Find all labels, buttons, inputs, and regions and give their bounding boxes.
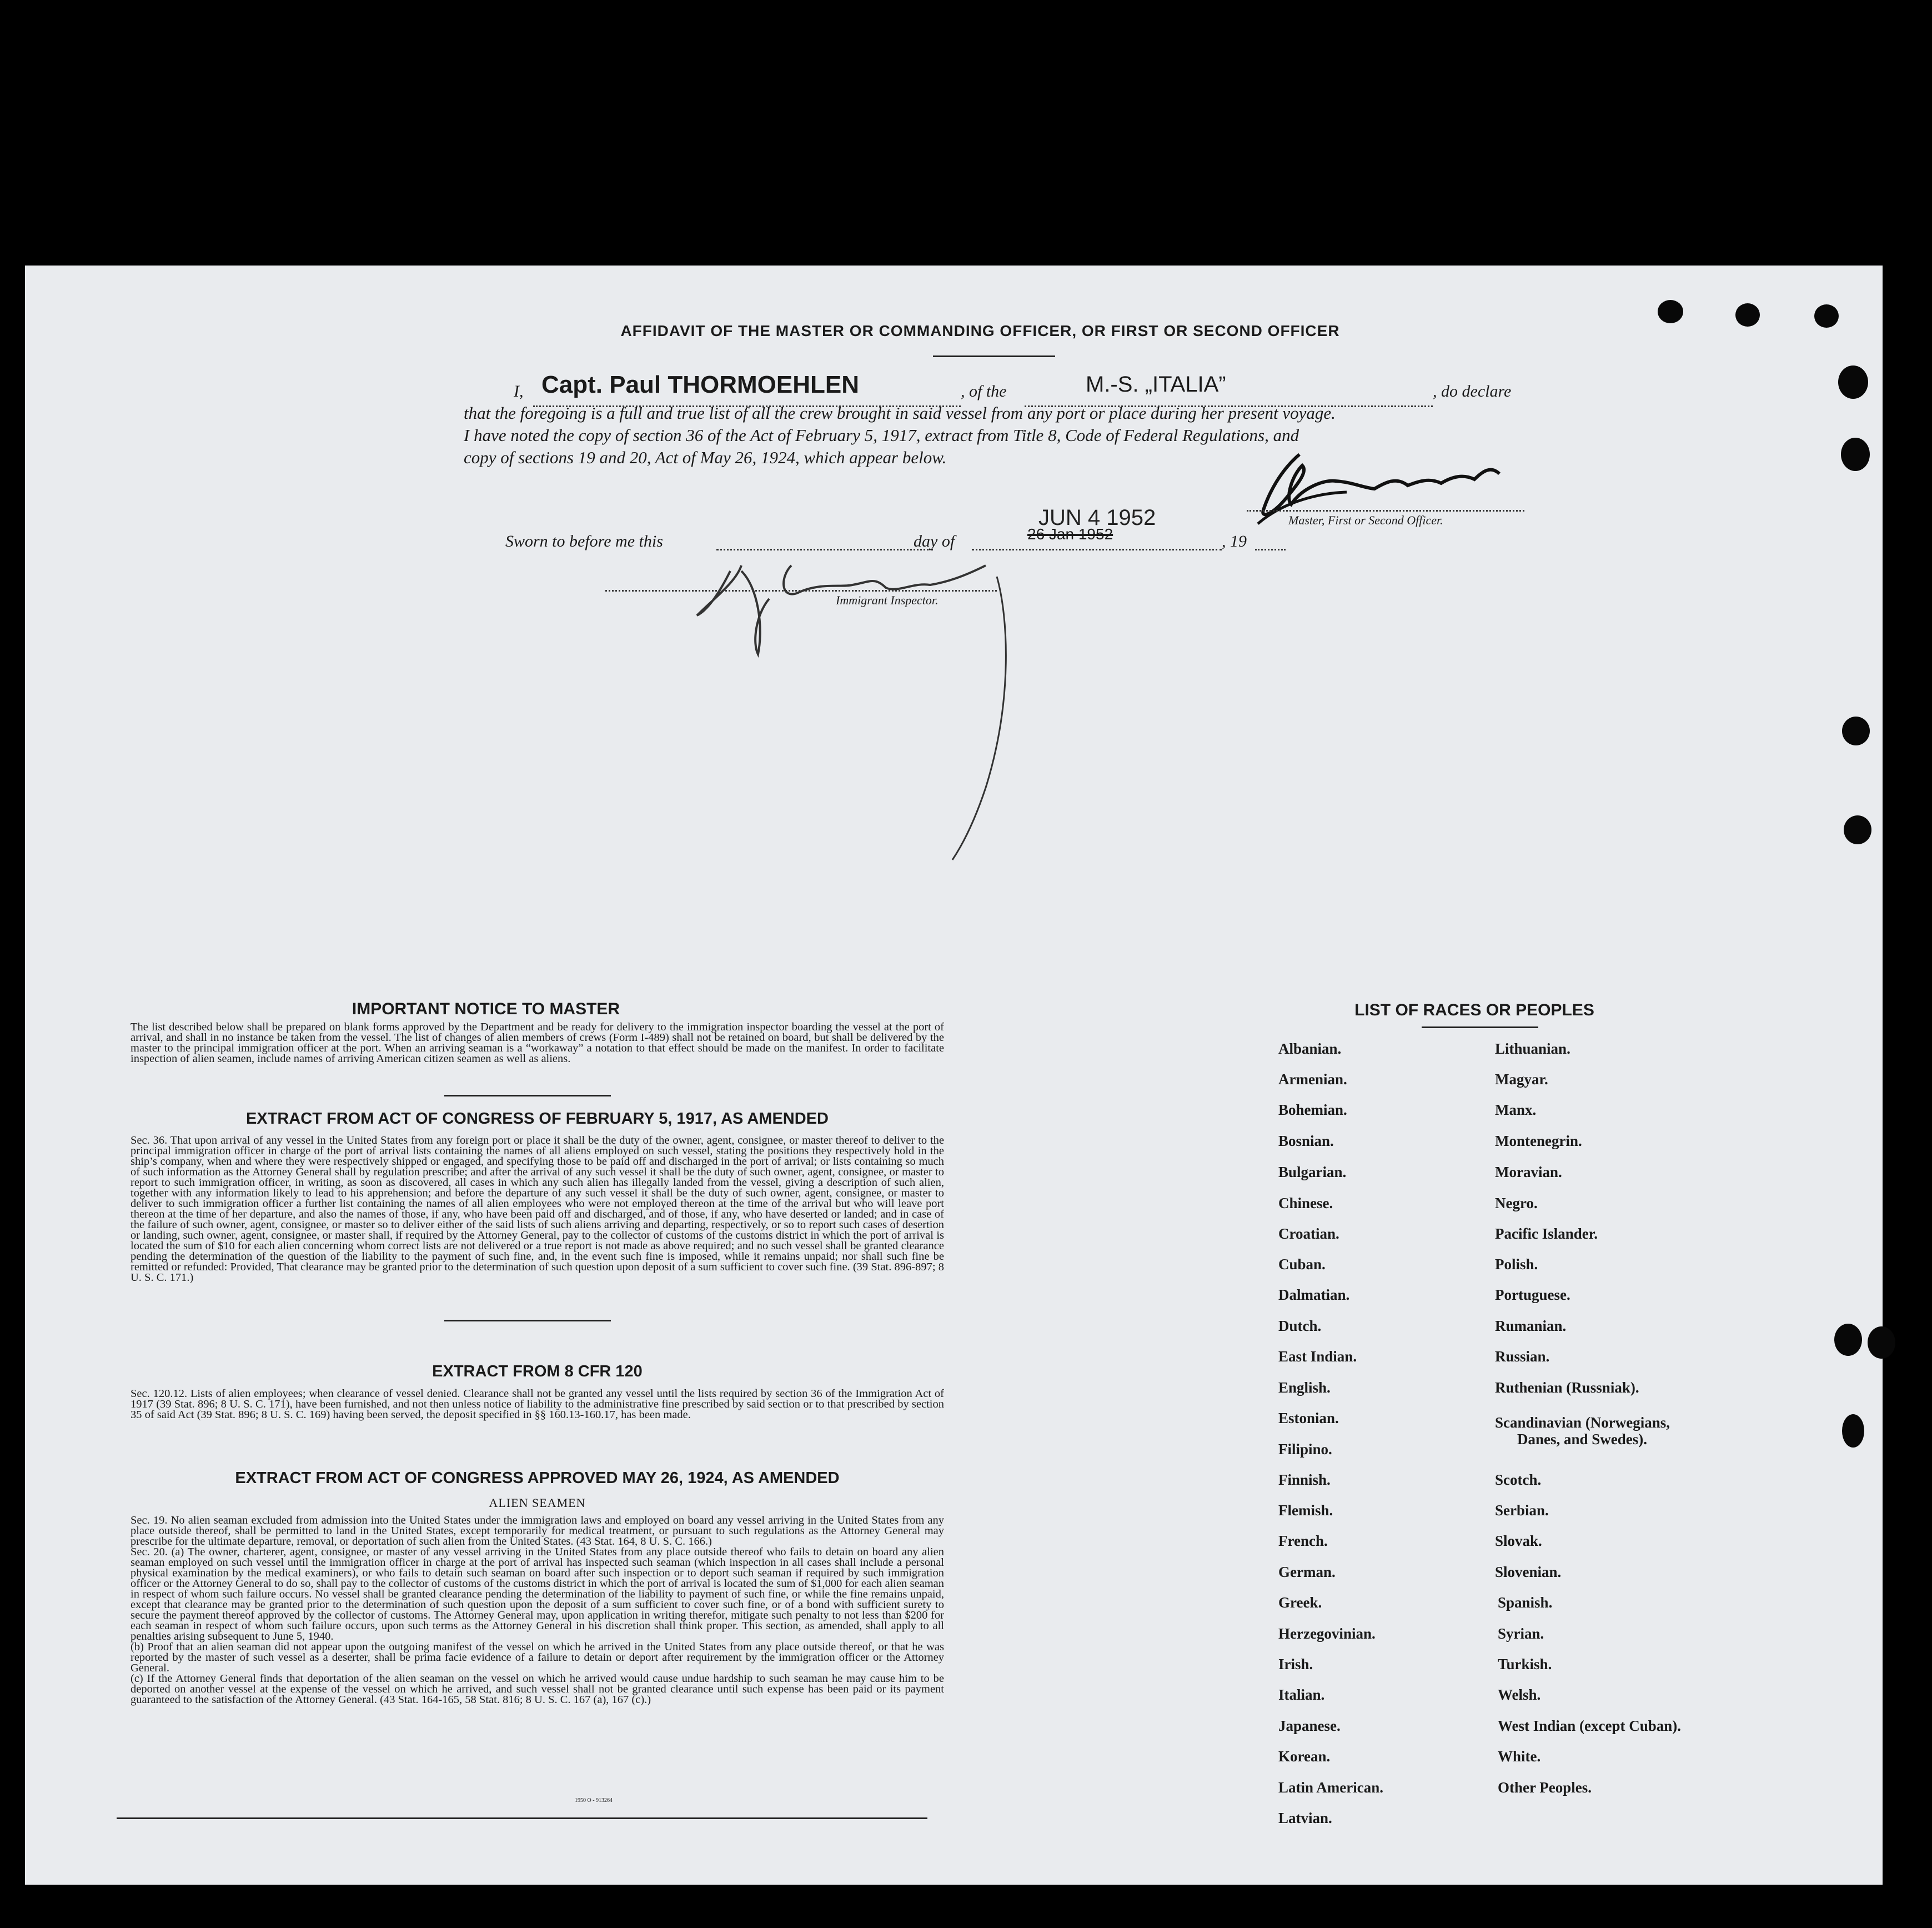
race-item: Japanese. — [1278, 1717, 1341, 1734]
race-item: White. — [1498, 1748, 1541, 1765]
declaration-line: I have noted the copy of section 36 of the Act of February 5, 1917, extract from Title 8, Code of Federal Regulations, and — [464, 425, 1299, 445]
race-item: Rumanian. — [1495, 1318, 1567, 1334]
punch-hole — [1814, 304, 1839, 328]
extract-1924-paragraph: (c) If the Attorney General finds that deportation of the alien seaman on the vessel on which he arrived would cause undue hardship to such seaman he may cause him to be deported on another vessel at the expense of the vessel on which he arrived, and such vessel shall not be granted clearance until such expense has been paid or its payment guaranteed to the satisfaction of the Attorney General. (43 Stat. 164-165, 58 Stat. 816; 8 U. S. C. 167 (a), 167 (c).) — [131, 1672, 944, 1706]
race-item: Flemish. — [1278, 1502, 1333, 1519]
race-item: Italian. — [1278, 1686, 1325, 1703]
year-prefix: , 19 — [1222, 532, 1247, 550]
inspector-signature-line — [605, 590, 997, 592]
race-item: East Indian. — [1278, 1348, 1357, 1365]
master-name: Capt. Paul THORMOEHLEN — [541, 371, 860, 398]
declaration-line: copy of sections 19 and 20, Act of May 26, 1924, which appear below. — [464, 448, 947, 467]
punch-hole — [1868, 1326, 1895, 1359]
race-item: Albanian. — [1278, 1040, 1342, 1057]
race-item: Negro. — [1495, 1195, 1538, 1211]
affidavit-title: AFFIDAVIT OF THE MASTER OR COMMANDING OFFICER, OR FIRST OR SECOND OFFICER — [620, 322, 1340, 339]
struck-date: 26 Jan 1952 — [1027, 525, 1113, 543]
notice-title: IMPORTANT NOTICE TO MASTER — [352, 1000, 620, 1018]
race-item: Pacific Islander. — [1495, 1225, 1598, 1242]
notice-divider — [444, 1095, 611, 1096]
race-item: Serbian. — [1495, 1502, 1549, 1519]
race-item: Dalmatian. — [1278, 1286, 1350, 1303]
race-item: Armenian. — [1278, 1071, 1347, 1088]
punch-hole — [1842, 1414, 1864, 1448]
race-item: Ruthenian (Russniak). — [1495, 1379, 1639, 1396]
punch-hole — [1841, 438, 1870, 471]
day-of-text: day of — [914, 532, 955, 550]
race-item: Bosnian. — [1278, 1133, 1334, 1149]
race-item: Portuguese. — [1495, 1286, 1570, 1303]
declaration-line: that the foregoing is a full and true list of all the crew brought in said vessel from any port or place during her present voyage. — [464, 403, 1336, 423]
extract-1924-paragraph: Sec. 20. (a) The owner, charterer, agent, consignee, or master of any vessel arriving in the United States from any place outside thereof who fails to detain on board any alien seaman employed on such vessel until the immigration officer in charge at the port of arrival has inspected such seaman (which inspection in all cases shall include a personal physical examination by the medical examiners), or who fails to detain such seaman on board after such inspection or to deport such seaman if required by such immigration officer or the Attorney General to do so, shall pay to the collector of customs of the customs district in which the port of arrival is located the sum of $1,000 for each alien seaman in respect of whom such failure occurs. No vessel shall be granted clearance pending the determination of the liability to payment of such fine, or while the fine remains unpaid, except that clearance may be granted prior to the determination of such question upon the deposit of a sum sufficient to cover such fine, or of a bond with sufficient surety to secure the payment thereof approved by the collector of customs. The Attorney General may, upon application in writing therefor, mitigate such penalty to not less than $200 for each seaman in respect of whom such failure occurs, upon such terms as the Attorney General in his discretion shall think proper. This section, as amended, shall apply to all penalties arising subsequent to June 5, 1940. — [131, 1546, 944, 1642]
race-item: Bohemian. — [1278, 1101, 1347, 1118]
race-item: Magyar. — [1495, 1071, 1548, 1088]
race-item: West Indian (except Cuban). — [1498, 1717, 1682, 1734]
race-item: Welsh. — [1498, 1686, 1541, 1703]
races-divider — [1422, 1026, 1538, 1028]
race-item: German. — [1278, 1564, 1336, 1580]
inspector-signature — [675, 532, 1052, 1054]
race-item: Spanish. — [1498, 1594, 1553, 1611]
race-item: Greek. — [1278, 1594, 1322, 1611]
extract-1917-title: EXTRACT FROM ACT OF CONGRESS OF FEBRUARY 5, 1917, AS AMENDED — [246, 1110, 829, 1128]
race-item: Montenegrin. — [1495, 1133, 1582, 1149]
punch-hole — [1842, 717, 1870, 745]
punch-hole — [1834, 1324, 1862, 1356]
alien-seamen-subtitle: ALIEN SEAMEN — [489, 1496, 586, 1510]
race-item: Slovenian. — [1495, 1564, 1562, 1580]
race-item: Chinese. — [1278, 1195, 1333, 1211]
date-stamp: JUN 4 1952 — [1038, 505, 1156, 530]
race-item: Syrian. — [1498, 1625, 1544, 1642]
race-item: Latin American. — [1278, 1779, 1383, 1796]
race-item: Korean. — [1278, 1748, 1331, 1765]
punch-hole — [1838, 365, 1868, 399]
race-item: Filipino. — [1278, 1441, 1332, 1458]
extract-cfr-text: Sec. 120.12. Lists of alien employees; when clearance of vessel denied. Clearance shall not be granted any vessel until the lists required by section 36 of the Immigration Act of 1917 (39 Stat. 896; 8 U. S. C. 171), have been furnished, and not then unless notice of liability to the administrative fine prescribed by said section or to that prescribed by section 35 of said Act (39 Stat. 896; 8 U. S. C. 169) having been served, the deposit specified in §§ 160.13-160.17, has been made. — [131, 1388, 944, 1421]
extract-cfr-title: EXTRACT FROM 8 CFR 120 — [432, 1363, 643, 1380]
race-item: Cuban. — [1278, 1256, 1326, 1273]
race-item: Croatian. — [1278, 1225, 1339, 1242]
title-divider — [933, 355, 1055, 357]
race-item: Estonian. — [1278, 1410, 1339, 1426]
master-signature-line — [1247, 510, 1524, 512]
race-item: Latvian. — [1278, 1810, 1332, 1826]
notice-text: The list described below shall be prepared on blank forms approved by the Department and be ready for delivery to the immigration inspector boarding the vessel at the port of arrival, and shall in no instance be taken from the vessel. The list of changes of alien members of crews (Form I-489) shall not be retained on board, but shall be delivered by the master to the principal immigration officer at the port. When an arriving seaman is a “workaway” a notation to that effect should be made on the manifest. In order to facilitate inspection of alien seamen, include names of arriving American citizen seamen as well as aliens. — [131, 1021, 944, 1065]
race-item: Turkish. — [1498, 1656, 1552, 1672]
race-item: Dutch. — [1278, 1318, 1322, 1334]
race-item: Other Peoples. — [1498, 1779, 1592, 1796]
race-item: Moravian. — [1495, 1164, 1562, 1180]
race-item: Scandinavian (Norwegians, — [1495, 1414, 1670, 1431]
extract-1917-divider — [444, 1320, 611, 1321]
extract-1924-body — [131, 1515, 944, 1705]
race-item: Irish. — [1278, 1656, 1313, 1672]
of-the-text: , of the — [961, 382, 1007, 400]
extract-1924-paragraph: Sec. 19. No alien seaman excluded from admission into the United States under the immigration laws and employed on board any vessel arriving in the United States from any place outside thereof, shall be permitted to land in the United States, except temporarily for medical treatment, or pursuant to such regulations as the Attorney General may prescribe for the ultimate departure, removal, or deportation of such alien from the United States. (43 Stat. 164, 8 U. S. C. 166.) — [131, 1514, 944, 1548]
race-item: Scotch. — [1495, 1471, 1542, 1488]
sworn-text: Sworn to before me this — [505, 532, 663, 550]
master-caption: Master, First or Second Officer. — [1288, 513, 1443, 527]
race-item: Danes, and Swedes). — [1517, 1431, 1648, 1448]
race-item: Herzegovinian. — [1278, 1625, 1376, 1642]
extract-1924-paragraph: (b) Proof that an alien seaman did not appear upon the outgoing manifest of the vessel on which he arrived in the United States from any place outside thereof, or that he was reported by the master of such vessel as a deserter, shall be prima facie evidence of a failure to detain or deport after requirement by the immigration officer or the Attorney General. — [131, 1641, 944, 1674]
punch-hole — [1658, 300, 1683, 323]
race-item: Lithuanian. — [1495, 1040, 1570, 1057]
punch-hole — [1844, 815, 1871, 844]
race-item: Polish. — [1495, 1256, 1538, 1273]
races-title: LIST OF RACES OR PEOPLES — [1354, 1001, 1594, 1019]
race-item: Bulgarian. — [1278, 1164, 1347, 1180]
race-item: Slovak. — [1495, 1533, 1542, 1549]
year-line — [1255, 549, 1286, 550]
race-item: French. — [1278, 1533, 1328, 1549]
bottom-rule — [117, 1817, 927, 1819]
races-list — [1253, 1040, 1809, 1874]
extract-1924-title: EXTRACT FROM ACT OF CONGRESS APPROVED MAY 26, 1924, AS AMENDED — [235, 1469, 840, 1487]
vessel-name: M.-S. „ITALIA” — [1086, 372, 1226, 397]
do-declare-text: , do declare — [1433, 382, 1512, 400]
extract-1917-text: Sec. 36. That upon arrival of any vessel in the United States from any foreign port or place it shall be the duty of the owner, agent, consignee, or master thereof to deliver to the principal immigration officer in charge of the port of arrival lists containing the names of all aliens employed on such vessel, stating the positions they respectively hold in the ship’s company, when and where they were respectively shipped or engaged, and specifying those to be paid off and discharged in the port of arrival; or lists containing so much of such information as the Attorney General shall by regulation prescribe; and after the arrival of any such vessel it shall be the duty of such owner, agent, consignee, or master to report to such immigration officer, in writing, as soon as discovered, all cases in which any such alien has illegally landed from the vessel, giving a description of such alien, together with any information likely to lead to his apprehension; and before the departure of any such vessel it shall be the duty of such owner, agent, consignee, or master to deliver to such immigration officer a further list containing the names of all alien employees who were not employed thereon at the time of the arrival but who will leave port thereon at the time of her departure, and also the names of those, if any, who have been paid off and discharged, and of those, if any, who have deserted or landed; and in case of the failure of such owner, agent, consignee, or master so to deliver either of the said lists of such aliens arriving and departing, respectively, or so to report such cases of desertion or landing, such owner, agent, consignee, or master shall, if required by the Attorney General, pay to the collector of customs of the customs district in which the port of arrival is located the sum of $10 for each alien concerning whom correct lists are not delivered or a true report is not made as above required; and no such vessel shall be granted clearance pending the determination of the question of the liability to the payment of such fine, and, in the event such fine is imposed, while it remains unpaid; nor shall such fine be remitted or refunded: Provided, That clearance may be granted prior to the determination of such question upon deposit of a sum sufficient to cover such fine. (39 Stat. 896-897; 8 U. S. C. 171.) — [131, 1134, 944, 1284]
race-item: Manx. — [1495, 1101, 1537, 1118]
punch-hole — [1735, 303, 1760, 327]
inspector-caption: Immigrant Inspector. — [836, 593, 939, 607]
document-page — [25, 266, 1883, 1885]
race-item: English. — [1278, 1379, 1331, 1396]
affidavit-i: I, — [514, 382, 524, 400]
race-item: Russian. — [1495, 1348, 1550, 1365]
print-code: 1950 O - 913264 — [575, 1797, 613, 1804]
race-item: Finnish. — [1278, 1471, 1331, 1488]
